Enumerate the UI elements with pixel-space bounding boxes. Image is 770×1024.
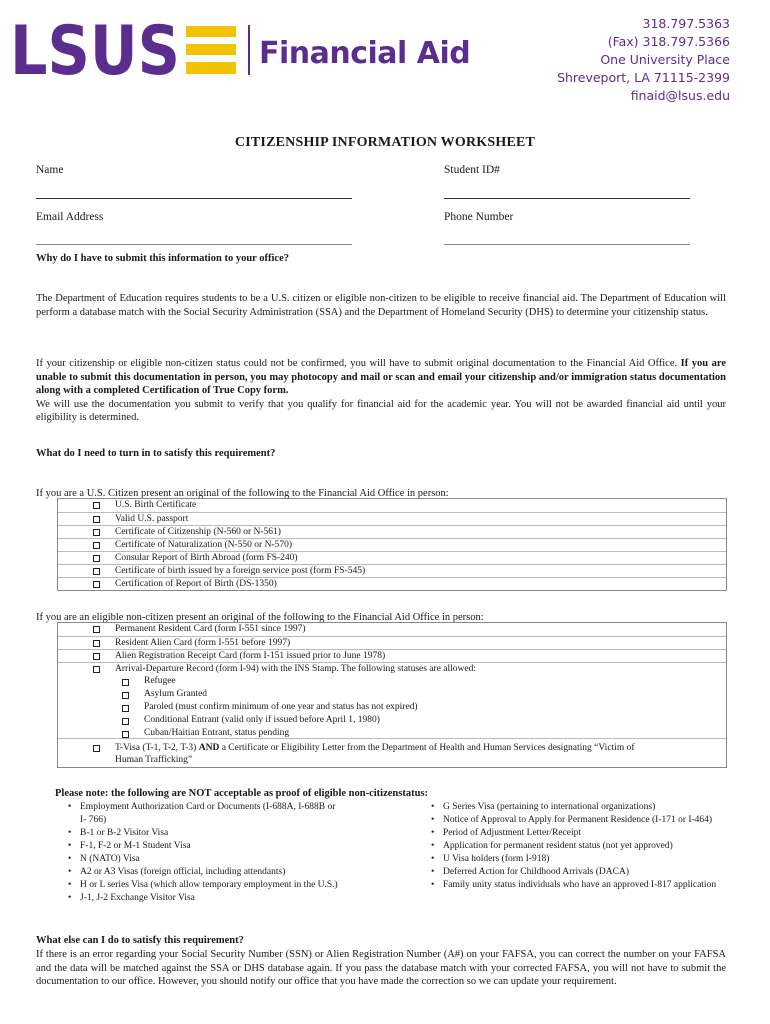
phone-number: 318.797.5363 xyxy=(642,16,730,31)
list-item: • Period of Adjustment Letter/Receipt xyxy=(431,827,761,840)
verification-text: We will use the documentation you submit to verify that you qualify for financial aid for the academic year. You will not be awarded financial aid until your eligibility is determined. xyxy=(36,398,726,423)
paragraph-doe-requirement: The Department of Education requires students to be a U.S. citizen or eligible non-citizen to be eligible to receive financial aid. The Department of Education will perform a database match with the Social Security Administration (SSA) and the Department of Homeland Security (DHS) to determine your citizenship status. xyxy=(36,293,726,318)
phone-label: Phone Number xyxy=(444,211,514,223)
list-item: • F-1, F-2 or M-1 Student Visa xyxy=(68,840,388,853)
checkbox[interactable] xyxy=(122,718,129,725)
list-item: • U Visa holders (form I-918) xyxy=(431,853,761,866)
list-item: U.S. Birth Certificate xyxy=(58,499,726,512)
list-item: • Deferred Action for Childhood Arrivals (DACA) xyxy=(431,866,761,879)
list-item: • A2 or A3 Visas (foreign official, including attendants) xyxy=(68,866,388,879)
email-field[interactable] xyxy=(36,244,352,245)
list-item: Consular Report of Birth Abroad (form FS-240) xyxy=(58,551,726,564)
list-item: Alien Registration Receipt Card (form I-151 issued prior to June 1978) xyxy=(58,649,726,662)
phone-field[interactable] xyxy=(444,244,690,245)
department-title: Financial Aid xyxy=(259,36,471,71)
list-item: • Application for permanent resident status (not yet approved) xyxy=(431,840,761,853)
checkbox[interactable] xyxy=(93,640,100,647)
list-item: Permanent Resident Card (form I-551 since 1997) xyxy=(58,623,726,636)
list-item: • Employment Authorization Card or Documents (I-688A, I-688B or I- 766) xyxy=(68,801,388,827)
list-item: Certificate of Citizenship (N-560 or N-561) xyxy=(58,525,726,538)
name-label: Name xyxy=(36,164,64,176)
list-item: • J-1, J-2 Exchange Visitor Visa xyxy=(68,892,388,905)
list-item: Certificate of Naturalization (N-550 or N-570) xyxy=(58,538,726,551)
logo-text: LSUS xyxy=(10,22,180,78)
list-item: • G Series Visa (pertaining to international organizations) xyxy=(431,801,761,814)
contact-block xyxy=(557,15,730,105)
checkbox[interactable] xyxy=(93,626,100,633)
checkbox[interactable] xyxy=(122,692,129,699)
list-item: • B-1 or B-2 Visitor Visa xyxy=(68,827,388,840)
document-title: CITIZENSHIP INFORMATION WORKSHEET xyxy=(234,135,536,150)
student-id-field[interactable] xyxy=(444,198,690,199)
student-id-label: Student ID# xyxy=(444,164,500,176)
checkbox[interactable] xyxy=(93,653,100,660)
list-item: Certification of Report of Birth (DS-1350) xyxy=(58,577,726,591)
list-item: Valid U.S. passport xyxy=(58,512,726,525)
paragraph-fafsa-correction: If there is an error regarding your Social Security Number (SSN) or Alien Registration Number (A#) on your FAFSA, you can correct the number on your FAFSA and the data will be matched against the SSA or DHS database again. If you pass the database match with your corrected FAFSA, you will not have to submit the documentation to our office. However, you should notify our office that you have made the correction so we can update your requirement. xyxy=(36,949,726,987)
checkbox[interactable] xyxy=(93,542,100,549)
street-address: One University Place xyxy=(600,52,730,67)
list-item: Certificate of birth issued by a foreign service post (form FS-545) xyxy=(58,564,726,577)
documentation-text: If your citizenship or eligible non-citizen status could not be confirmed, you will have to submit original documentation to the Financial Aid Office. xyxy=(36,358,678,369)
email-address: finaid@lsus.edu xyxy=(630,88,730,103)
checkbox[interactable] xyxy=(122,705,129,712)
list-item: T-Visa (T-1, T-2, T-3) AND a Certificate or Eligibility Letter from the Department of Health and Human Services designating “Victim of Human Trafficking” xyxy=(58,738,726,768)
checkbox[interactable] xyxy=(93,581,100,588)
city-state-zip: Shreveport, LA 71115-2399 xyxy=(557,70,730,85)
letterhead xyxy=(0,0,770,103)
question-what-else: What else can I do to satisfy this requirement? xyxy=(36,935,244,946)
checkbox[interactable] xyxy=(93,745,100,752)
list-item: Resident Alien Card (form I-551 before 1997) xyxy=(58,636,726,649)
fax-number: (Fax) 318.797.5366 xyxy=(607,34,730,49)
checkbox[interactable] xyxy=(93,666,100,673)
checkbox[interactable] xyxy=(93,502,100,509)
paragraph-documentation xyxy=(36,357,726,425)
list-item: Arrival-Departure Record (form I-94) with the INS Stamp. The following statuses are allowed: Refugee Asylum Granted Paroled (must confirm minimum of one year and status has not expired) Conditional Entrant (valid only if issued before April 1, 1980) Cuban/Haitian Entrant, status pending xyxy=(58,662,726,738)
name-field[interactable] xyxy=(36,198,352,199)
email-label: Email Address xyxy=(36,211,104,223)
logo-divider xyxy=(248,25,250,75)
checkbox[interactable] xyxy=(93,555,100,562)
noncitizen-intro: If you are an eligible non-citizen present an original of the following to the Financial Aid Office in person: xyxy=(36,612,484,623)
checkbox[interactable] xyxy=(122,731,129,738)
lsus-logo xyxy=(10,22,240,78)
question-what-turn-in: What do I need to turn in to satisfy this requirement? xyxy=(36,448,276,459)
documentation-bold-text: If you are unable to submit this documentation in person, you may photocopy and mail or scan and email your citizenship and/or immigration status documentation along with a completed Certification of True Copy form. xyxy=(36,358,727,396)
checkbox[interactable] xyxy=(93,516,100,523)
list-item: • Family unity status individuals who have an approved I-817 application xyxy=(431,879,761,892)
citizen-intro: If you are a U.S. Citizen present an original of the following to the Financial Aid Office in person: xyxy=(36,488,449,499)
not-acceptable-list-left xyxy=(68,801,388,905)
checkbox[interactable] xyxy=(93,529,100,536)
citizen-documents-box xyxy=(57,498,727,591)
list-item: • H or L series Visa (which allow temporary employment in the U.S.) xyxy=(68,879,388,892)
not-acceptable-heading: Please note: the following are NOT acceptable as proof of eligible non-citizenstatus: xyxy=(55,788,429,799)
question-why: Why do I have to submit this information to your office? xyxy=(36,253,289,264)
list-item: • Notice of Approval to Apply for Permanent Residence (I-171 or I-464) xyxy=(431,814,761,827)
checkbox[interactable] xyxy=(93,568,100,575)
noncitizen-documents-box xyxy=(57,622,727,768)
checkbox[interactable] xyxy=(122,679,129,686)
not-acceptable-list-right xyxy=(431,801,761,892)
list-item: • N (NATO) Visa xyxy=(68,853,388,866)
